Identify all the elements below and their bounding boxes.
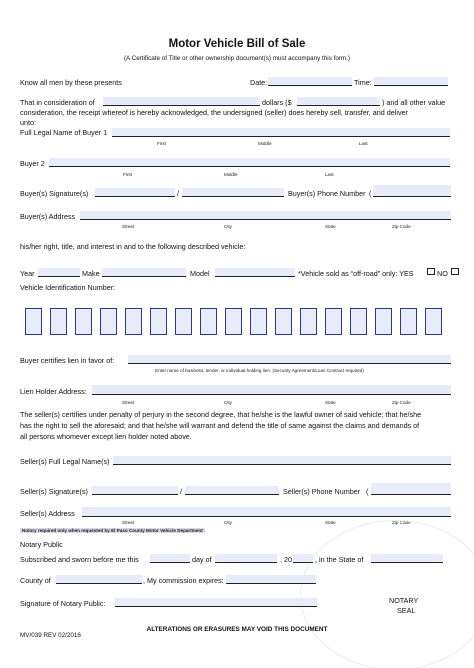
consideration-line3: unto: <box>20 118 36 127</box>
seller-address-label: Seller(s) Address <box>20 509 75 518</box>
notary-month-underline <box>215 554 277 563</box>
notary-public-label: Notary Public <box>20 540 63 549</box>
alterations-warning: ALTERATIONS OR ERASURES MAY VOID THIS DOCUMENT <box>146 626 328 633</box>
vin-box-17[interactable] <box>425 308 442 335</box>
time-label: Time: <box>354 78 372 87</box>
buyer2-name-underline <box>49 158 450 167</box>
vin-box-16[interactable] <box>400 308 417 335</box>
other-value-text: ) and all other value <box>382 98 446 107</box>
buyer-signature-underline-2 <box>182 188 284 197</box>
commission-label: , My commission expires: <box>143 576 224 585</box>
buyer1-first-caption: First <box>157 141 166 146</box>
date-label: Date: <box>250 78 268 87</box>
notary-signature-underline <box>115 598 317 607</box>
seller-phone-paren: ( <box>366 487 369 496</box>
lien-holder-note: Enter name of business, lender, or individual holding lien. (Security Agreement/Loan Contract required) <box>155 368 364 373</box>
time-underline <box>374 77 448 86</box>
seller-city-caption: City <box>224 520 232 525</box>
vin-box-5[interactable] <box>125 308 142 335</box>
form-id: MV/039 REV 02/2016 <box>20 632 81 639</box>
model-underline <box>215 268 295 277</box>
seller-street-caption: Street <box>122 520 135 525</box>
year-underline <box>38 268 80 277</box>
buyer-signature-slash: / <box>177 189 179 198</box>
day-of-label: day of <box>192 555 212 564</box>
notary-required-note: Notary required only when requested by El Paso County Motor Vehicle Department <box>22 528 203 533</box>
seller-name-underline <box>113 456 451 465</box>
offroad-label: *Vehicle sold as “off-road” only: YES <box>298 269 414 278</box>
dollars-amount-underline <box>297 97 380 106</box>
consideration-line2: consideration, the receipt whereof is hereby acknowledged, the undersigned (seller) does hereby sell, transfer, and deliver <box>20 108 408 117</box>
consideration-words-underline <box>103 97 260 106</box>
buyer2-middle-caption: Middle <box>224 172 238 177</box>
buyer-address-zip-caption: Zip Code <box>392 224 411 229</box>
county-of-label: County of <box>20 576 51 585</box>
offroad-yes-checkbox[interactable] <box>427 268 435 275</box>
buyer-address-street-caption: Street <box>122 224 135 229</box>
lien-holder-underline <box>128 355 451 364</box>
buyer2-last-caption: Last <box>325 172 334 177</box>
subscribed-label: Subscribed and sworn before me this <box>20 555 139 564</box>
vin-box-4[interactable] <box>100 308 117 335</box>
commission-expires-underline <box>226 575 316 584</box>
certification-line2: has the right to sell the aforesaid; and that he/she will warrant and defend the title of same against the claims and demands of <box>20 421 420 430</box>
date-underline <box>268 77 352 86</box>
buyer-address-city-caption: City <box>224 224 232 229</box>
lien-city-caption: City <box>224 400 232 405</box>
buyer-signature-label: Buyer(s) Signature(s) <box>20 189 89 198</box>
seller-phone-label: Seller(s) Phone Number <box>283 487 361 496</box>
notary-county-underline <box>56 575 142 584</box>
notary-seal-label-1: NOTARY <box>389 596 419 605</box>
year-prefix-label: , 20 <box>280 555 292 564</box>
seller-address-underline <box>82 507 451 517</box>
vin-box-3[interactable] <box>75 308 92 335</box>
year-label: Year <box>20 269 35 278</box>
lien-zip-caption: Zip Code <box>392 400 411 405</box>
lien-address-label: Lien Holder Address: <box>20 387 87 396</box>
seller-zip-caption: Zip Code <box>392 520 411 525</box>
dollars-label: dollars ($ <box>262 98 292 107</box>
make-label: Make <box>82 269 100 278</box>
vin-box-15[interactable] <box>375 308 392 335</box>
seller-signature-label: Seller(s) Signature(s) <box>20 487 88 496</box>
seller-state-caption: State <box>325 520 336 525</box>
certification-line3: all persons whomever except lien holder noted above. <box>20 432 192 441</box>
notary-day-underline <box>150 554 190 563</box>
notary-seal-label-2: SEAL <box>397 606 416 615</box>
buyer1-last-caption: Last <box>359 141 368 146</box>
vin-box-14[interactable] <box>350 308 367 335</box>
seller-phone-underline <box>371 483 451 495</box>
consideration-label: That in consideration of <box>20 98 95 107</box>
lien-state-caption: State <box>325 400 336 405</box>
notary-seal-circle <box>300 520 474 668</box>
model-label: Model <box>190 269 210 278</box>
offroad-no-label: NO <box>437 269 448 278</box>
make-underline <box>102 268 186 277</box>
buyer-phone-label: Buyer(s) Phone Number <box>288 189 366 198</box>
lien-certifies-label: Buyer certifies lien in favor of: <box>20 356 115 365</box>
notary-state-underline <box>371 554 443 563</box>
form-title: Motor Vehicle Bill of Sale <box>168 38 306 50</box>
buyer1-label: Full Legal Name of Buyer 1 <box>20 128 108 137</box>
vin-box-6[interactable] <box>150 308 167 335</box>
buyer2-first-caption: First <box>123 172 132 177</box>
vin-box-2[interactable] <box>50 308 67 335</box>
vin-box-1[interactable] <box>25 308 42 335</box>
vin-box-9[interactable] <box>225 308 242 335</box>
vin-box-12[interactable] <box>300 308 317 335</box>
notary-signature-label: Signature of Notary Public: <box>20 599 106 608</box>
vehicle-intro: his/her right, title, and interest in and to the following described vehicle: <box>20 242 246 251</box>
seller-name-label: Seller(s) Full Legal Name(s) <box>20 457 110 466</box>
certification-line1: The seller(s) certifies under penalty of perjury in the second degree, that he/she is the lawful owner of said vehicle; that he/she <box>20 410 422 419</box>
state-of-label: , in the State of <box>315 555 364 564</box>
lien-street-caption: Street <box>122 400 135 405</box>
buyer-address-underline <box>80 211 451 220</box>
buyer-phone-underline <box>373 185 451 197</box>
vin-box-7[interactable] <box>175 308 192 335</box>
buyer1-middle-caption: Middle <box>258 141 272 146</box>
seller-signature-underline-2 <box>185 486 279 495</box>
offroad-no-checkbox[interactable] <box>451 268 459 275</box>
vin-box-13[interactable] <box>325 308 342 335</box>
buyer-phone-paren: ( <box>369 189 372 198</box>
buyer1-name-underline <box>112 128 450 137</box>
vin-box-8[interactable] <box>200 308 217 335</box>
know-all-text: Know all men by these presents <box>20 78 122 87</box>
vin-label: Vehicle Identification Number: <box>20 283 116 292</box>
buyer-signature-underline-1 <box>95 188 175 197</box>
vin-box-10[interactable] <box>250 308 267 335</box>
lien-address-underline <box>92 385 451 395</box>
vin-box-11[interactable] <box>275 308 292 335</box>
buyer-address-label: Buyer(s) Address <box>20 212 76 221</box>
seller-signature-underline-1 <box>92 486 178 495</box>
seller-signature-slash: / <box>180 487 182 496</box>
buyer2-label: Buyer 2 <box>20 159 45 168</box>
buyer-address-state-caption: State <box>325 224 336 229</box>
notary-year-underline <box>293 554 313 563</box>
form-subtitle: (A Certificate of Title or other ownership document(s) must accompany this form.) <box>123 55 351 62</box>
